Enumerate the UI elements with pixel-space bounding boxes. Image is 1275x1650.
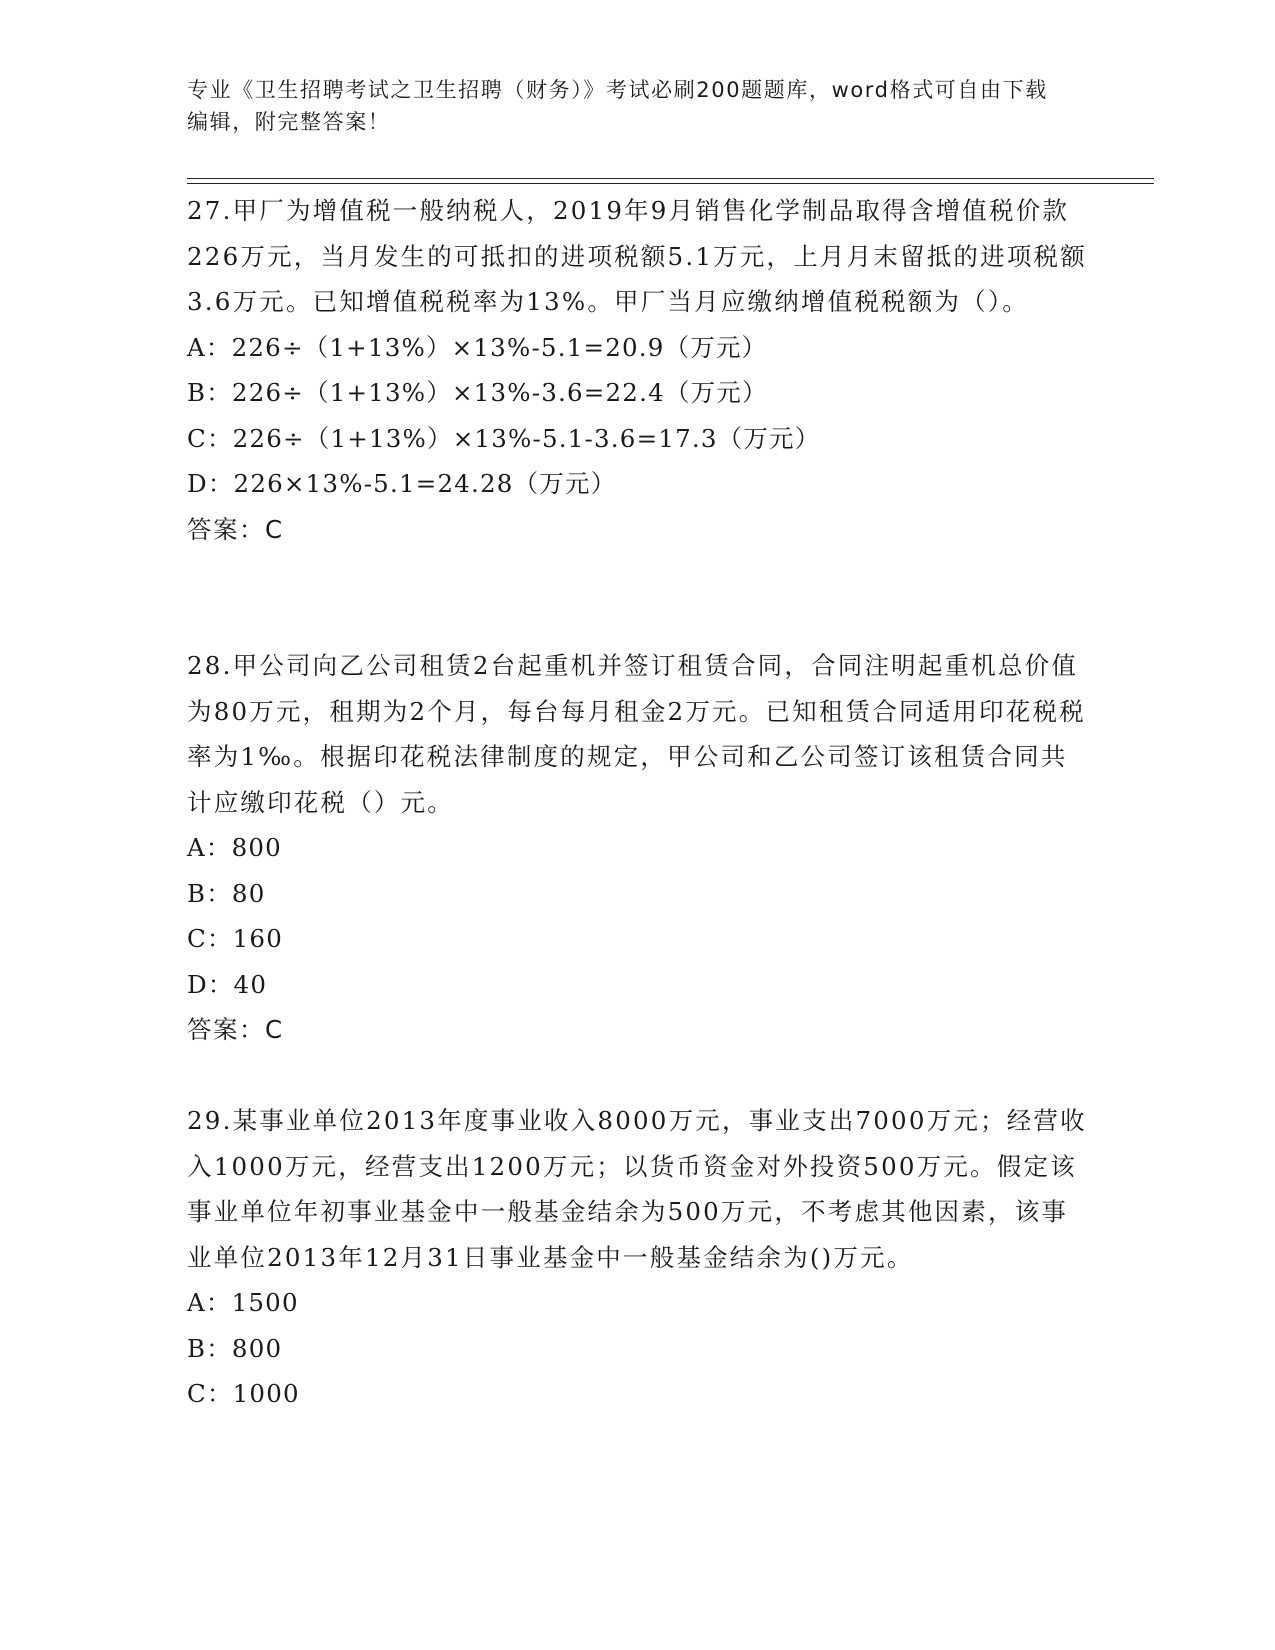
question-27 (187, 188, 1087, 552)
option-a: A：226÷（1+13%）×13%-5.1=20.9（万元） (187, 332, 768, 362)
answer-line: 答案：C (187, 514, 284, 544)
option-d: D：226×13%-5.1=24.28（万元） (187, 469, 617, 498)
document-header: 专业《卫生招聘考试之卫生招聘（财务）》考试必刷200题题库，word格式可自由下载编辑，附完整答案！ (187, 78, 1048, 134)
header-divider-bottom (187, 183, 1154, 184)
question-29 (187, 1098, 1087, 1417)
option-b: B：80 (187, 878, 266, 908)
option-b: B：226÷（1+13%）×13%-3.6=22.4（万元） (187, 378, 768, 407)
question-stem: 27.甲厂为增值税一般纳税人，2019年9月销售化学制品取得含增值税价款226万元，当月发生的可抵扣的进项税额5.1万元，上月月末留抵的进项税额3.6万元。已知增值税税率为13%。甲厂当月应缴纳增值税税额为（）。 (187, 196, 1087, 316)
option-a: A：800 (187, 833, 282, 862)
header-divider-top (187, 178, 1154, 179)
answer-line: 答案：C (187, 1015, 284, 1044)
question-stem: 29.某事业单位2013年度事业收入8000万元，事业支出7000万元；经营收入1000万元，经营支出1200万元；以货币资金对外投资500万元。假定该事业单位年初事业基金中一般基金结余为500万元，不考虑其他因素，该事业单位2013年12月31日事业基金中一般基金结余为()万元。 (187, 1106, 1087, 1272)
question-stem: 28.甲公司向乙公司租赁2台起重机并签订租赁合同，合同注明起重机总价值为80万元，租期为2个月，每台每月租金2万元。已知租赁合同适用印花税税率为1‰。根据印花税法律制度的规定，甲公司和乙公司签订该租赁合同共计应缴印花税（）元。 (187, 651, 1086, 817)
question-28 (187, 643, 1087, 1053)
option-c: C：226÷（1+13%）×13%-5.1-3.6=17.3（万元） (187, 423, 821, 453)
option-c: C：160 (187, 924, 284, 953)
option-d: D：40 (187, 969, 268, 999)
option-c: C：1000 (187, 1379, 300, 1408)
option-b: B：800 (187, 1333, 283, 1363)
option-a: A：1500 (187, 1288, 299, 1317)
